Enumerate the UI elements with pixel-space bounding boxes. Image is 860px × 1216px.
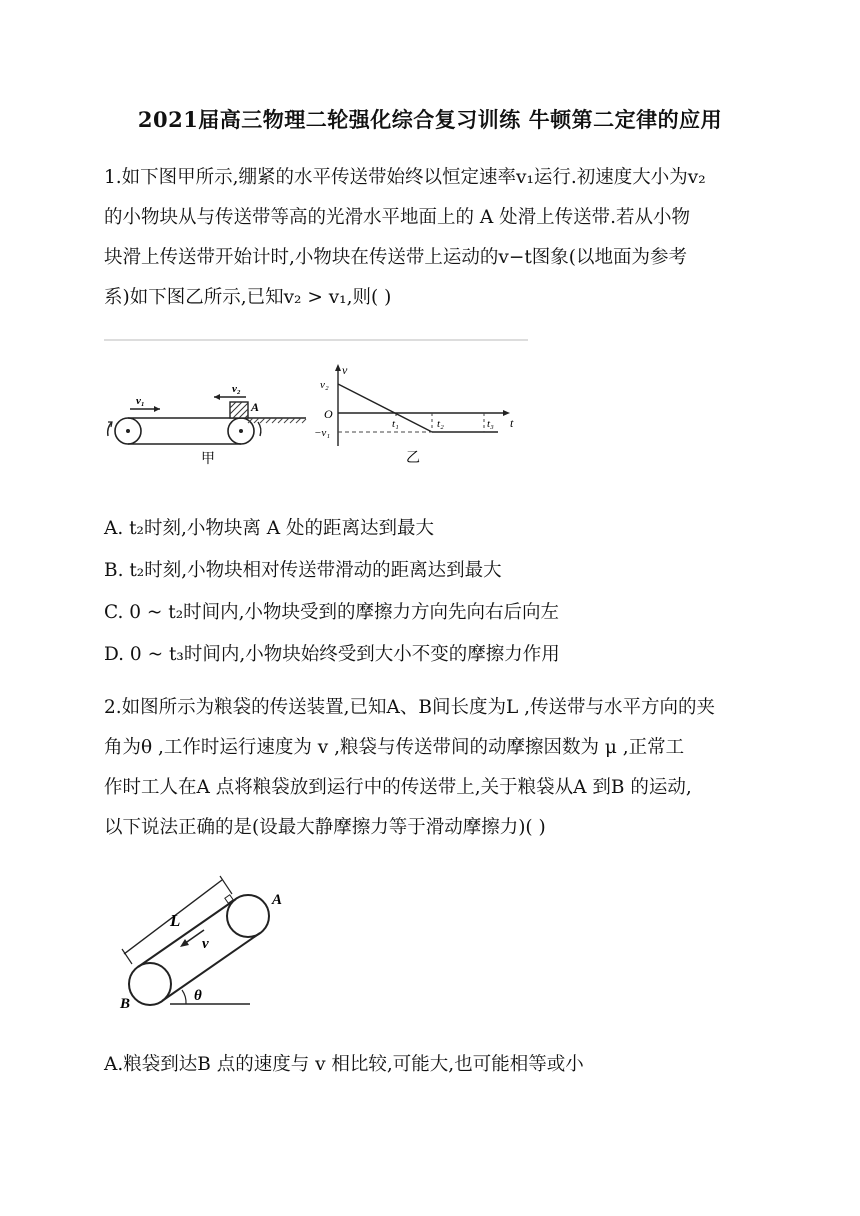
question-1-option-c: C. 0 ~ t₂时间内,小物块受到的摩擦力方向先向右后向左 (104, 602, 560, 623)
label-v2-axis: v₂ (320, 379, 329, 391)
label-origin: O (324, 407, 333, 421)
question-1-stem (104, 158, 764, 318)
question-1-option-a: A. t₂时刻,小物块离 A 处的距离达到最大 (104, 518, 434, 539)
question-2-line: 2.如图所示为粮袋的传送装置,已知A、B间长度为L ,传送带与水平方向的夹 (104, 697, 716, 718)
page-title: 2021届高三物理二轮强化综合复习训练 牛顿第二定律的应用 (137, 107, 723, 132)
question-1-line: 系)如下图乙所示,已知v₂ > v₁,则( ) (104, 287, 392, 308)
label-v1: v₁ (136, 395, 145, 407)
question-2-line: 角为θ ,工作时运行速度为 v ,粮袋与传送带间的动摩擦因数为 μ ,正常工 (104, 737, 685, 758)
question-2-line: 以下说法正确的是(设最大静摩擦力等于滑动摩擦力)( ) (104, 817, 546, 838)
question-2-line: 作时工人在A 点将粮袋放到运行中的传送带上,关于粮袋从A 到B 的运动, (104, 777, 692, 798)
label-theta: θ (194, 988, 202, 1004)
caption-jia: 甲 (201, 451, 215, 467)
label-A: A (251, 400, 260, 414)
question-1-option-b: B. t₂时刻,小物块相对传送带滑动的距离达到最大 (104, 560, 502, 581)
question-1-option-d: D. 0 ~ t₃时间内,小物块始终受到大小不变的摩擦力作用 (104, 644, 560, 665)
question-1-figure (98, 338, 530, 470)
label-t3: t₃ (487, 418, 494, 430)
label-neg-v1: −v₁ (314, 427, 331, 439)
question-2-figure (112, 866, 302, 1016)
axis-v: v (342, 363, 348, 377)
label-L: L (170, 911, 181, 930)
question-1-line: 的小物块从与传送带等高的光滑水平地面上的 A 处滑上传送带.若从小物 (104, 207, 691, 228)
conveyor-diagram (108, 383, 306, 467)
label-B: B (120, 996, 131, 1012)
question-2-stem (104, 688, 774, 848)
caption-yi: 乙 (406, 450, 420, 466)
label-v2: v₂ (232, 383, 241, 395)
axis-t: t (510, 416, 514, 430)
label-t1: t₁ (392, 418, 399, 430)
vt-graph (314, 363, 514, 466)
label-t2: t₂ (437, 418, 444, 430)
label-A: A (272, 892, 283, 908)
question-1-line: 1.如下图甲所示,绷紧的水平传送带始终以恒定速率v₁运行.初速度大小为v₂ (104, 167, 706, 188)
label-v: v (202, 936, 209, 952)
question-2-option-a: A.粮袋到达B 点的速度与 v 相比较,可能大,也可能相等或小 (104, 1054, 584, 1075)
question-1-line: 块滑上传送带开始计时,小物块在传送带上运动的v−t图象(以地面为参考 (104, 247, 687, 268)
